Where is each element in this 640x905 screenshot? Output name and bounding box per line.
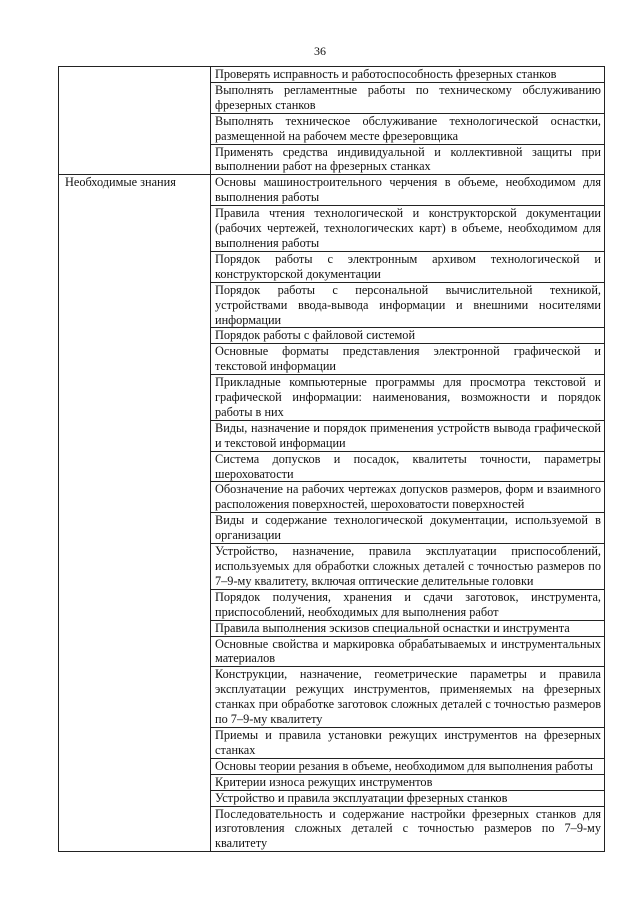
requirement-text: Порядок работы с файловой системой bbox=[211, 328, 605, 344]
requirement-text: Виды, назначение и порядок применения устройств вывода графической и текстовой информации bbox=[211, 420, 605, 451]
requirement-text: Виды и содержание технологической документации, используемой в организации bbox=[211, 513, 605, 544]
requirement-text: Правила чтения технологической и конструкторской документации (рабочих чертежей, технологических карт) в объеме, необходимом для выполнения работы bbox=[211, 206, 605, 252]
requirement-text: Устройство и правила эксплуатации фрезерных станков bbox=[211, 790, 605, 806]
section-label bbox=[59, 67, 211, 175]
page-number: 36 bbox=[314, 44, 326, 58]
requirement-text: Выполнять техническое обслуживание технологической оснастки, размещенной на рабочем месте фрезеровщика bbox=[211, 113, 605, 144]
table-row bbox=[59, 175, 605, 206]
requirement-text: Применять средства индивидуальной и коллективной защиты при выполнении работ на фрезерных станках bbox=[211, 144, 605, 175]
requirement-text: Порядок работы с персональной вычислительной техникой, устройствами ввода-вывода информации и внешними носителями информации bbox=[211, 282, 605, 328]
requirement-text: Основные свойства и маркировка обрабатываемых и инструментальных материалов bbox=[211, 636, 605, 667]
requirement-text: Проверять исправность и работоспособность фрезерных станков bbox=[211, 67, 605, 83]
requirement-text: Обозначение на рабочих чертежах допусков размеров, форм и взаимного расположения поверхностей, шероховатости поверхностей bbox=[211, 482, 605, 513]
requirement-text: Основные форматы представления электронной графической и текстовой информации bbox=[211, 344, 605, 375]
requirement-text: Порядок получения, хранения и сдачи заготовок, инструмента, приспособлений, необходимых для выполнения работ bbox=[211, 589, 605, 620]
requirements-table bbox=[58, 66, 605, 852]
requirement-text: Критерии износа режущих инструментов bbox=[211, 774, 605, 790]
requirement-text: Система допусков и посадок, квалитеты точности, параметры шероховатости bbox=[211, 451, 605, 482]
requirement-text: Правила выполнения эскизов специальной оснастки и инструмента bbox=[211, 620, 605, 636]
table-body bbox=[59, 67, 605, 852]
requirement-text: Конструкции, назначение, геометрические параметры и правила эксплуатации режущих инструментов, применяемых на фрезерных станках при обработке заготовок сложных деталей с точностью размеров по 7–9-му квалитету bbox=[211, 667, 605, 728]
requirement-text: Последовательность и содержание настройки фрезерных станков для изготовления сложных деталей с точностью размеров по 7–9-му квалитету bbox=[211, 806, 605, 852]
section-label: Необходимые знания bbox=[59, 175, 211, 852]
requirement-text: Прикладные компьютерные программы для просмотра текстовой и графической информации: наименования, возможности и порядок работы в них bbox=[211, 375, 605, 421]
requirement-text: Порядок работы с электронным архивом технологической и конструкторской документации bbox=[211, 251, 605, 282]
requirement-text: Основы машиностроительного черчения в объеме, необходимом для выполнения работы bbox=[211, 175, 605, 206]
requirement-text: Устройство, назначение, правила эксплуатации приспособлений, используемых для обработки сложных деталей с точностью размеров по 7–9-му квалитету, включая оптические делительные головки bbox=[211, 544, 605, 590]
requirement-text: Выполнять регламентные работы по техническому обслуживанию фрезерных станков bbox=[211, 82, 605, 113]
table-row bbox=[59, 67, 605, 83]
requirement-text: Приемы и правила установки режущих инструментов на фрезерных станках bbox=[211, 727, 605, 758]
requirement-text: Основы теории резания в объеме, необходимом для выполнения работы bbox=[211, 758, 605, 774]
